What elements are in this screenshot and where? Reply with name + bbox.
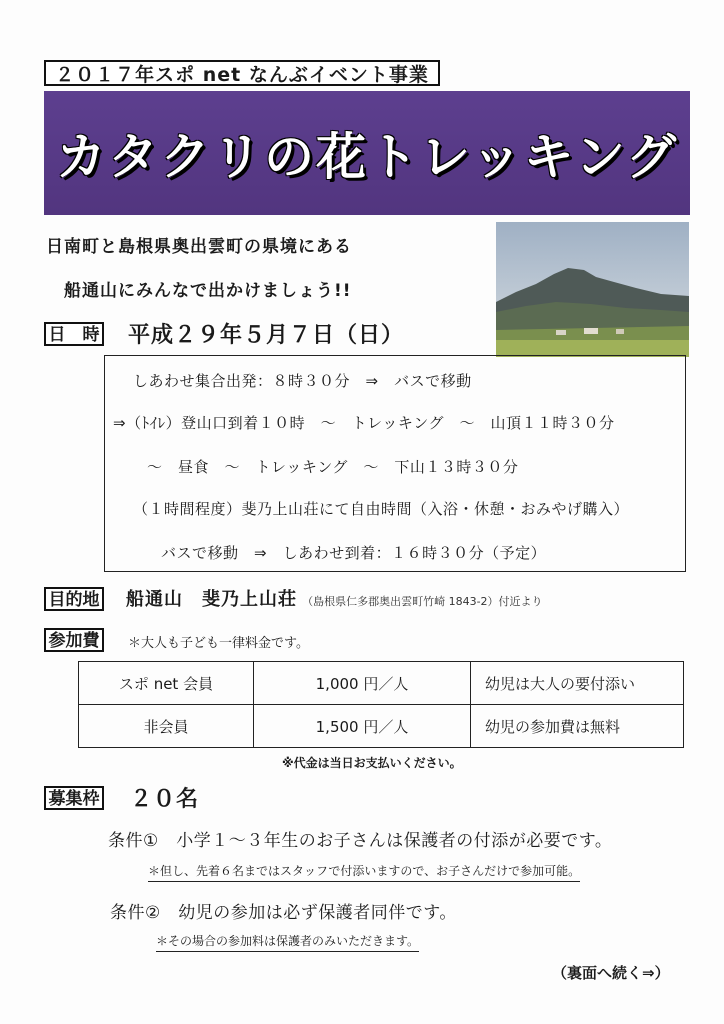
table-row [79,662,684,705]
capacity-label: 募集枠 [44,786,104,810]
member-type: スポ net 会員 [79,662,254,705]
fee-remark: 幼児の参加費は無料 [471,705,684,748]
datetime-label: 日 時 [44,322,104,346]
destination-label: 目的地 [44,587,104,611]
destination-name: 船通山 斐乃上山荘 [126,589,297,610]
payment-note: ※代金は当日お支払いください。 [282,756,462,770]
fee-remark: 幼児は大人の要付添い [471,662,684,705]
destination-address: （島根県仁多郡奥出雲町竹崎 1843-2）付近より [302,595,543,608]
mountain-photo [496,222,689,357]
fee-label: 参加費 [44,628,104,652]
organizer-title: ２０１７年スポ net なんぶイベント事業 [44,60,440,86]
condition-2-note: ＊その場合の参加料は保護者のみいただきます。 [156,932,419,952]
member-type: 非会員 [79,705,254,748]
member-price: 1,000 円／人 [254,662,471,705]
capacity-value: ２０名 [130,787,200,812]
fee-table [78,661,684,748]
table-row [79,705,684,748]
schedule-line: ⇒（ﾄｲﾚ）登山口到着１０時 ～ トレッキング ～ 山頂１１時３０分 [113,414,615,432]
event-date: 平成２９年５月７日（日） [128,323,405,348]
continued-footer: （裏面へ続く⇒） [552,964,670,982]
schedule-line: ～ 昼食 ～ トレッキング ～ 下山１３時３０分 [147,458,519,476]
schedule-line: バスで移動 ⇒ しあわせ到着：１６時３０分（予定） [161,544,547,562]
condition-1-note: ＊但し、先着６名まではスタッフで付添いますので、お子さんだけで参加可能。 [148,862,580,882]
intro-line-2: 船通山にみんなで出かけましょう!! [64,281,352,301]
destination [126,585,543,611]
schedule-line: しあわせ集合出発：８時３０分 ⇒ バスで移動 [133,372,472,390]
schedule-line: （１時間程度）斐乃上山荘にて自由時間（入浴・休憩・おみやげ購入） [133,500,630,518]
member-price: 1,500 円／人 [254,705,471,748]
condition-2: 条件② 幼児の参加は必ず保護者同伴です。 [110,903,457,923]
condition-1: 条件① 小学１～３年生のお子さんは保護者の付添が必要です。 [108,831,613,851]
intro-line-1: 日南町と島根県奥出雲町の県境にある [46,237,352,257]
schedule-box [104,355,686,572]
fee-note: ＊大人も子ども一律料金です。 [128,636,309,651]
mountain-image [496,222,689,357]
event-title: カタクリの花トレッキング [56,128,678,186]
title-banner [44,91,690,215]
